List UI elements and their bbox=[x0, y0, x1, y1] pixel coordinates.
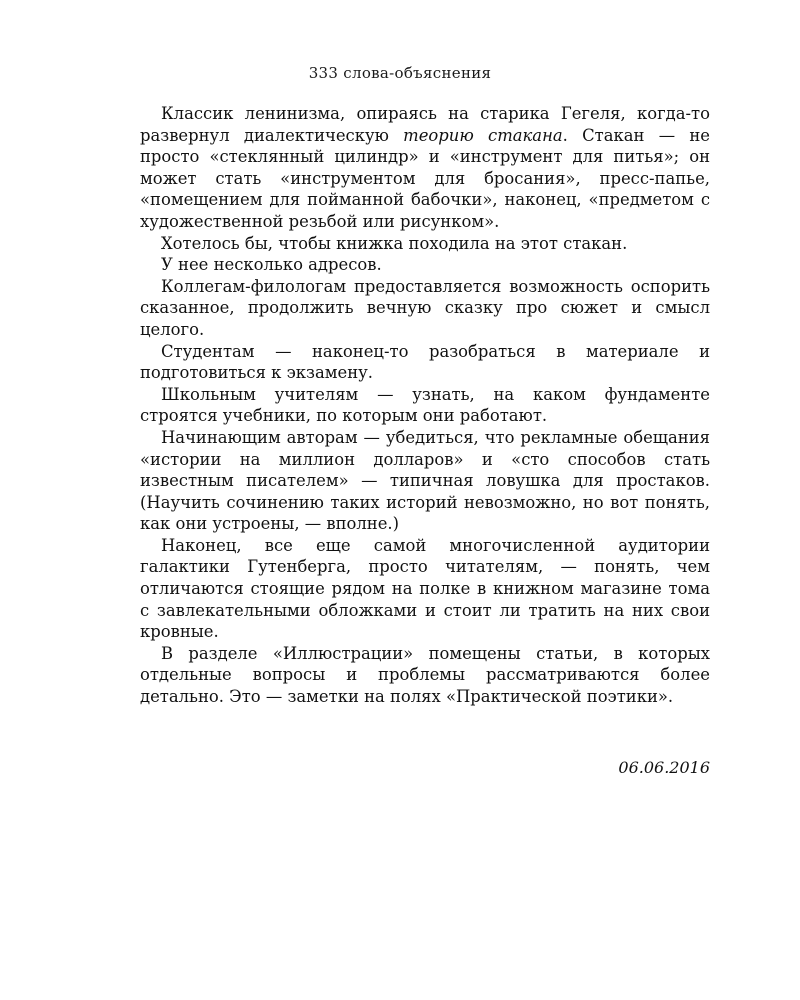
paragraph-6: Школьным учителям — узнать, на каком фундаменте строятся учебники, по которым они работают. bbox=[140, 384, 710, 426]
paragraph-1-after: . Стакан — не просто «стеклянный цилиндр» и «инструмент для питья»; он может стать «инструментом для бросания», пресс-папье, «помещением для пойманной бабочки», наконец, «предметом с художественной резьбой или рисунком». bbox=[140, 125, 710, 231]
body-text bbox=[140, 103, 710, 708]
paragraph-8: Наконец, все еще самой многочисленной аудитории галактики Гутенберга, просто читателям, — понять, чем отличаются стоящие рядом на полке в книжном магазине тома с завлекательными обложками и стоит ли тратить на них свои кровные. bbox=[140, 535, 710, 642]
paragraph-3: У нее несколько адресов. bbox=[161, 255, 382, 275]
paragraph-9: В разделе «Иллюстрации» помещены статьи, в которых отдельные вопросы и проблемы рассматриваются более детально. Это — заметки на полях «Практической поэтики». bbox=[140, 643, 710, 707]
paragraph-5: Студентам — наконец-то разобраться в материале и подготовиться к экзамену. bbox=[140, 341, 710, 383]
paragraph-7: Начинающим авторам — убедиться, что рекламные обещания «истории на миллион долларов» и «сто способов стать известным писателем» — типичная ловушка для простаков. (Научить сочинению таких историй невозможно, но вот понять, как они устроены, — вполне.) bbox=[140, 427, 710, 534]
paragraph-1 bbox=[140, 103, 710, 233]
paragraph-1-emphasis: теорию стакана bbox=[403, 125, 563, 145]
paragraph-4: Коллегам-филологам предоставляется возможность оспорить сказанное, продолжить вечную сказку про сюжет и смысл целого. bbox=[140, 276, 710, 339]
paragraph-2: Хотелось бы, чтобы книжка походила на этот стакан. bbox=[161, 233, 628, 253]
running-head: 333 слова-объяснения bbox=[308, 64, 492, 82]
paragraph-1-before: Классик ленинизма, опираясь на старика Гегеля, когда-то развернул диалектическую bbox=[140, 104, 710, 145]
date: 06.06.2016 bbox=[618, 758, 710, 777]
